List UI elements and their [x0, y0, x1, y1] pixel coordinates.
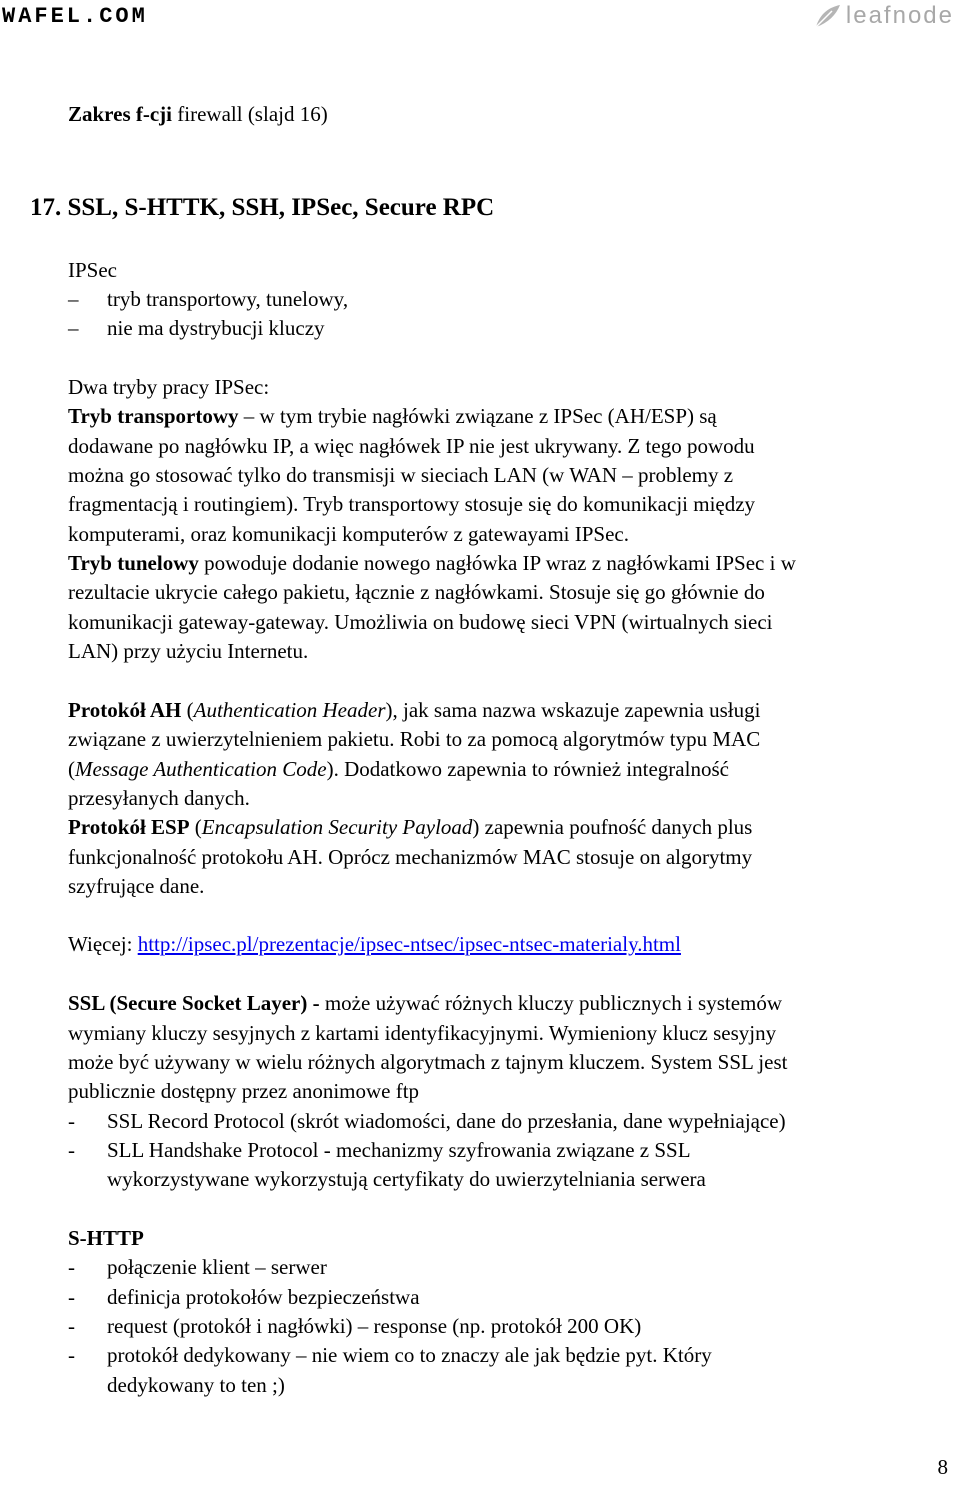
esp-text: ) zapewnia poufność danych plus — [472, 815, 753, 839]
tunnel-line: LAN) przy użyciu Internetu. — [68, 639, 309, 663]
leaf-icon — [814, 3, 842, 29]
transport-label: Tryb transportowy — [68, 404, 239, 428]
ssl-line: publicznie dostępny przez anonimowe ftp — [68, 1079, 420, 1103]
esp-label: Protokół ESP — [68, 815, 190, 839]
tunnel-line — [68, 549, 960, 579]
ssl-bullet-continuation: wykorzystywane wykorzystują certyfikaty do uwierzytelniania serwera — [107, 1167, 706, 1191]
ah-text: ). Dodatkowo zapewnia to również integralność — [326, 757, 729, 781]
transport-line: fragmentacją i routingiem). Tryb transportowy stosuje się do komunikacji między — [68, 492, 756, 516]
ipsec-bullet — [68, 285, 960, 315]
transport-line: dodawane po nagłówku IP, a więc nagłówek IP nie jest ukrywany. Z tego powodu — [68, 434, 755, 458]
esp-line: funkcjonalność protokołu AH. Oprócz mechanizmów MAC stosuje on algorytmy — [68, 845, 753, 869]
bullet-marker: - — [68, 1255, 75, 1279]
bullet-text: połączenie klient – serwer — [107, 1255, 327, 1279]
ssl-label: SSL (Secure Socket Layer) - — [68, 991, 325, 1015]
ah-line — [68, 696, 960, 726]
ah-label: Protokół AH — [68, 698, 182, 722]
esp-line — [68, 813, 960, 843]
ah-text: ( — [181, 698, 194, 722]
shttp-bullet — [68, 1283, 960, 1313]
more-label: Więcej: — [68, 932, 138, 956]
bullet-marker: – — [68, 316, 79, 340]
firewall-text: firewall (slajd 16) — [172, 102, 328, 126]
more-line — [68, 930, 960, 960]
section-heading: 17. SSL, S-HTTK, SSH, IPSec, Secure RPC — [30, 194, 495, 221]
ah-text: ( — [68, 757, 75, 781]
esp-text: ( — [189, 815, 202, 839]
ssl-text: może używać różnych kluczy publicznych i systemów — [324, 991, 783, 1015]
bullet-text: SSL Record Protocol (skrót wiadomości, dane do przesłania, dane wypełniające) — [107, 1109, 786, 1133]
esp-line: szyfrujące dane. — [68, 874, 205, 898]
bullet-text: tryb transportowy, tunelowy, — [107, 287, 349, 311]
page-number: 8 — [937, 1455, 948, 1479]
ah-line: związane z uwierzytelnieniem pakietu. Robi to za pomocą algorytmów typu MAC — [68, 727, 761, 751]
ah-term: Message Authentication Code — [75, 757, 327, 781]
esp-term: Encapsulation Security Payload — [201, 815, 473, 839]
tunnel-text: powoduje dodanie nowego nagłówka IP wraz z nagłówkami IPSec i w — [198, 551, 796, 575]
ipsec-link[interactable]: http://ipsec.pl/prezentacje/ipsec-ntsec/ipsec-ntsec-materialy.html — [137, 932, 681, 956]
transport-line — [68, 402, 960, 432]
ssl-line — [68, 989, 960, 1019]
ah-term: Authentication Header — [193, 698, 386, 722]
modes-intro: Dwa tryby pracy IPSec: — [68, 375, 270, 399]
bullet-marker: - — [68, 1138, 75, 1162]
bullet-marker: - — [68, 1285, 75, 1309]
firewall-label: Zakres f-cji — [68, 102, 173, 126]
transport-line: można go stosować tylko do transmisji w sieciach LAN (w WAN – problemy z — [68, 463, 734, 487]
bullet-marker: – — [68, 287, 79, 311]
bullet-text: SLL Handshake Protocol - mechanizmy szyfrowania związane z SSL — [107, 1138, 691, 1162]
ipsec-title: IPSec — [68, 258, 117, 282]
ssl-line: może być używany w wielu różnych algorytmach z tajnym kluczem. System SSL jest — [68, 1050, 788, 1074]
bullet-marker: - — [68, 1343, 75, 1367]
bullet-marker: - — [68, 1314, 75, 1338]
shttp-bullet — [68, 1341, 960, 1371]
shttp-bullet — [68, 1312, 960, 1342]
bullet-text: protokół dedykowany – nie wiem co to znaczy ale jak będzie pyt. Który — [107, 1343, 712, 1367]
bullet-marker: - — [68, 1109, 75, 1133]
tunnel-line: komunikacji gateway-gateway. Umożliwia on budowę sieci VPN (wirtualnych sieci — [68, 610, 773, 634]
ah-text: ), jak sama nazwa wskazuje zapewnia usługi — [385, 698, 761, 722]
firewall-line — [68, 100, 960, 130]
tunnel-label: Tryb tunelowy — [68, 551, 199, 575]
tunnel-line: rezultacie ukrycie całego pakietu, łącznie z nagłówkami. Stosuje się go głównie do — [68, 580, 765, 604]
bullet-text: request (protokół i nagłówki) – response (np. protokół 200 OK) — [107, 1314, 642, 1338]
shttp-bullet — [68, 1253, 960, 1283]
ssl-bullet — [68, 1136, 960, 1166]
ipsec-bullet — [68, 314, 960, 344]
ssl-bullet — [68, 1107, 960, 1137]
brand-wordmark: leafnode — [845, 2, 954, 29]
shttp-title: S-HTTP — [68, 1226, 144, 1250]
brand-logo-leafnode — [814, 2, 954, 30]
ah-line — [68, 755, 960, 785]
brand-logo-wafel: WAFEL.COM — [2, 4, 148, 29]
bullet-text: nie ma dystrybucji kluczy — [107, 316, 325, 340]
transport-text: – w tym trybie nagłówki związane z IPSec (AH/ESP) są — [238, 404, 717, 428]
bullet-text: definicja protokołów bezpieczeństwa — [107, 1285, 420, 1309]
ah-line: przesyłanych danych. — [68, 786, 250, 810]
transport-line: komputerami, oraz komunikacji komputerów z gatewayami IPSec. — [68, 522, 630, 546]
ssl-line: wymiany kluczy sesyjnych z kartami identyfikacyjnymi. Wymieniony klucz sesyjny — [68, 1021, 777, 1045]
shttp-bullet-continuation: dedykowany to ten ;) — [107, 1373, 285, 1397]
